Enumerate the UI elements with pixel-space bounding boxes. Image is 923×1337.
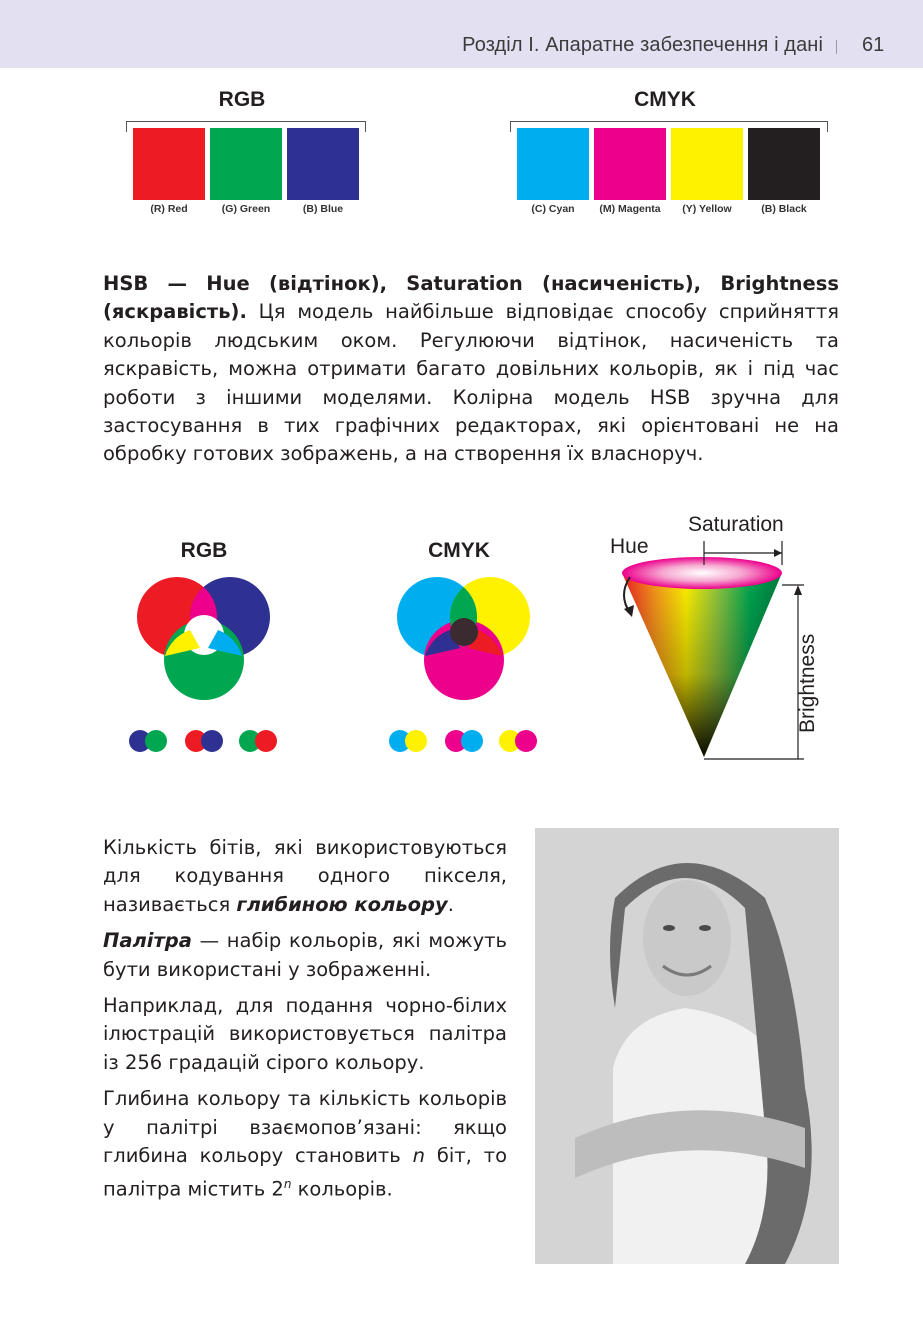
hsb-body: Ця модель найбільше відповідає способу сприйняття кольорів людським оком. Регулюючи відтінок, насиченість та яскравість, можна отримати багато довільних кольорів, як і під час роботи з іншими моделями. Колірна модель HSB зручна для застосування в тих графічних редакторах, які орієнтовані не на обробку готових зображень, а на створення їх власноруч. [103, 300, 839, 466]
saturation-label: Saturation [688, 513, 784, 536]
swatch-black [748, 128, 820, 200]
term-color-depth: глибиною кольору [236, 892, 448, 916]
paragraph-relation: Глибина кольору та кількість кольорів у палітрі взаємопов’язані: якщо глибина кольору становить n біт, то палітра містить 2$^n$ кольорів. [103, 1087, 508, 1201]
swatch-label-blue: (B) Blue [302, 203, 344, 215]
rgb-swatch-title: RGB [218, 88, 266, 111]
header-divider [836, 40, 837, 54]
swatch-label-green: (G) Green [221, 203, 271, 215]
swatch-label-magenta: (M) Magenta [599, 203, 661, 215]
paragraph-palette: Палітра — набір кольорів, які можуть бути використані у зображенні. [103, 929, 507, 981]
bottom-text-column [103, 834, 507, 1204]
swatch-green [210, 128, 282, 200]
cmyk-mini-1b [405, 730, 427, 752]
cmyk-subtractive-diagram [380, 530, 550, 760]
portrait-photo [535, 828, 839, 1264]
cmyk-center-black [450, 618, 478, 646]
swatch-label-cyan: (C) Cyan [531, 203, 575, 215]
rgb-additive-diagram [120, 530, 290, 760]
hsb-lead: HSB — Hue (відтінок), Saturation (насиченість), Brightness (яскравість). [103, 272, 839, 324]
swatch-blue [287, 128, 359, 200]
term-palette: Палітра [103, 929, 192, 953]
cmyk-mini-2b [461, 730, 483, 752]
rgb-mini-1b [145, 730, 167, 752]
page-number: 61 [862, 34, 885, 56]
page-header [0, 0, 923, 68]
cone-shadow [622, 573, 782, 757]
cmyk-swatch-title: CMYK [634, 88, 696, 111]
brightness-label: Brightness [796, 633, 819, 733]
superscript-n: n [283, 1177, 292, 1192]
swatch-label-red: (R) Red [150, 203, 188, 215]
swatch-cyan [517, 128, 589, 200]
swatch-red [133, 128, 205, 200]
hue-label: Hue [610, 535, 649, 558]
cmyk-diagram-title: CMYK [428, 539, 490, 562]
paragraph-color-depth: Кількість бітів, які використовуються для кодування одного пікселя, називається глибиною кольору. [103, 836, 507, 916]
swatch-magenta [594, 128, 666, 200]
rgb-mini-2b [201, 730, 223, 752]
paragraph-example: Наприклад, для подання чорно-білих ілюстрацій використовується палітра із 256 градацій сірого кольору. [103, 994, 507, 1074]
rgb-mini-3b [255, 730, 277, 752]
chapter-title: Розділ І. Апаратне забезпечення і дані [462, 34, 823, 56]
hsb-cone-diagram [600, 505, 820, 770]
swatch-label-black: (B) Black [761, 203, 807, 215]
cmyk-mini-3b [515, 730, 537, 752]
swatch-yellow [671, 128, 743, 200]
hsb-paragraph [103, 270, 839, 469]
swatch-label-yellow: (Y) Yellow [682, 203, 732, 215]
cone-top [622, 557, 782, 589]
var-n: n [412, 1144, 425, 1168]
rgb-diagram-title: RGB [180, 539, 228, 562]
